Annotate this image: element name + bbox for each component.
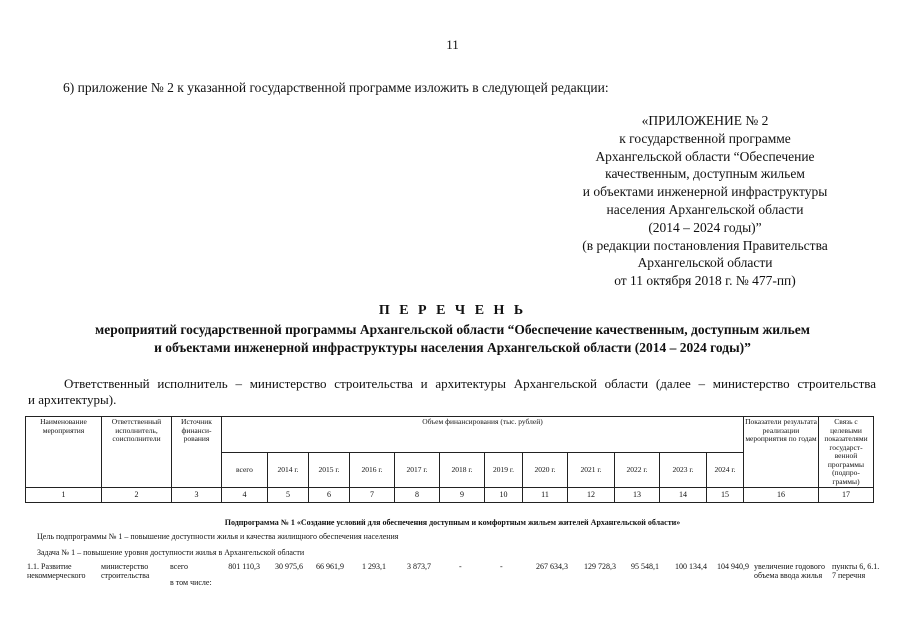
column-number: 15 [707,488,744,503]
row-1-value: 95 548,1 [631,562,659,571]
document-title: П Е Р Е Ч Е Н Ь [378,303,527,318]
responsible-executor-paragraph [28,376,876,408]
row-1-name [27,562,101,580]
header-year: 2022 г. [615,452,660,488]
column-number: 4 [222,488,268,503]
column-number: 3 [172,488,222,503]
header-year: 2014 г. [268,452,309,488]
header-funding: Объем финансирования (тыс. рублей) [222,417,744,453]
row-1-link-line: 7 перечня [832,571,866,580]
header-year: 2016 г. [350,452,395,488]
appendix-line: к государственной программе [619,130,791,146]
appendix-line: (в редакции постановления Правительства [582,237,828,253]
header-year: 2019 г. [485,452,523,488]
header-source: Источник финанси-рования [172,417,222,488]
subprogram-goal: Цель подпрограммы № 1 – повышение доступности жилья и качества жилищного обеспечения населения [37,532,399,541]
row-1-executor [101,562,169,580]
row-1-indicator-line: увеличение годового [754,562,825,571]
header-year: всего [222,452,268,488]
appendix-block [520,112,890,290]
row-1-source [170,562,225,587]
row-1-value: 129 728,3 [584,562,616,571]
header-year: 2024 г. [707,452,744,488]
header-link: Связь с целевыми показателями государст-венной программы (подпро-граммы) [819,417,874,488]
row-1-name-line: некоммерческого [27,571,86,580]
column-number: 6 [309,488,350,503]
header-year: 2020 г. [523,452,568,488]
appendix-line: населения Архангельской области [606,201,804,217]
subprogram-task: Задача № 1 – повышение уровня доступности жилья в Архангельской области [37,548,305,557]
column-number: 17 [819,488,874,503]
header-indicators: Показатели результата реализации мероприятия по годам [744,417,819,488]
page-number: 11 [446,37,459,52]
row-1-value: 3 873,7 [407,562,431,571]
item-6-text: 6) приложение № 2 к указанной государственной программе изложить в следующей редакции: [63,80,609,95]
row-1-name-line: 1.1. Развитие [27,562,72,571]
header-year: 2021 г. [568,452,615,488]
row-1-executor-line: министерство [101,562,149,571]
row-1-executor-line: строительства [101,571,150,580]
column-number: 10 [485,488,523,503]
responsible-line-1: Ответственный исполнитель – министерство строительства и архитектуры Архангельской области (далее – министерство строительства [64,376,876,391]
row-1-value: 267 634,3 [536,562,568,571]
header-name: Наименование мероприятия [26,417,102,488]
appendix-line: от 11 октября 2018 г. № 477-пп) [614,273,796,289]
row-1-source-line: всего [170,562,189,571]
header-executor: Ответственный исполнитель, соисполнители [102,417,172,488]
column-number: 13 [615,488,660,503]
column-number: 11 [523,488,568,503]
responsible-line-2: и архитектуры). [28,392,117,407]
column-number: 14 [660,488,707,503]
row-1-value: 100 134,4 [675,562,707,571]
column-number: 16 [744,488,819,503]
document-subtitle-line-1: мероприятий государственной программы Архангельской области “Обеспечение качественным, доступным жильем [95,322,810,337]
subprogram-title: Подпрограмма № 1 «Создание условий для обеспечения доступным и комфортным жильем жителей Архангельской области» [224,518,681,527]
row-1-value: - [459,562,462,571]
measures-table [25,416,874,503]
column-number: 5 [268,488,309,503]
row-1-value: 30 975,6 [275,562,303,571]
row-1-value: 104 940,9 [717,562,749,571]
column-number: 7 [350,488,395,503]
appendix-line: качественным, доступным жильем [605,166,805,182]
header-year: 2015 г. [309,452,350,488]
row-1-source-line: в том числе: [170,578,212,587]
header-year: 2023 г. [660,452,707,488]
row-1-value: - [500,562,503,571]
column-number: 2 [102,488,172,503]
column-number: 12 [568,488,615,503]
appendix-line: (2014 – 2024 годы)” [648,219,762,235]
row-1-link-line: пункты 6, 6.1. [832,562,880,571]
row-1-value: 801 110,3 [228,562,260,571]
header-year: 2018 г. [440,452,485,488]
column-number: 8 [395,488,440,503]
row-1-value: 1 293,1 [362,562,386,571]
row-1-indicator-line: объема ввода жилья [754,571,823,580]
appendix-line: Архангельской области [637,255,773,271]
appendix-line: и объектами инженерной инфраструктуры [582,184,828,200]
row-1-value: 66 961,9 [316,562,344,571]
header-year: 2017 г. [395,452,440,488]
document-subtitle-line-2: и объектами инженерной инфраструктуры населения Архангельской области (2014 – 2024 годы)” [154,340,751,355]
column-number: 1 [26,488,102,503]
row-1-link [832,562,892,580]
row-1-indicator [754,562,832,580]
appendix-line: Архангельской области “Обеспечение [595,148,815,164]
column-number: 9 [440,488,485,503]
appendix-line: «ПРИЛОЖЕНИЕ № 2 [641,113,769,128]
